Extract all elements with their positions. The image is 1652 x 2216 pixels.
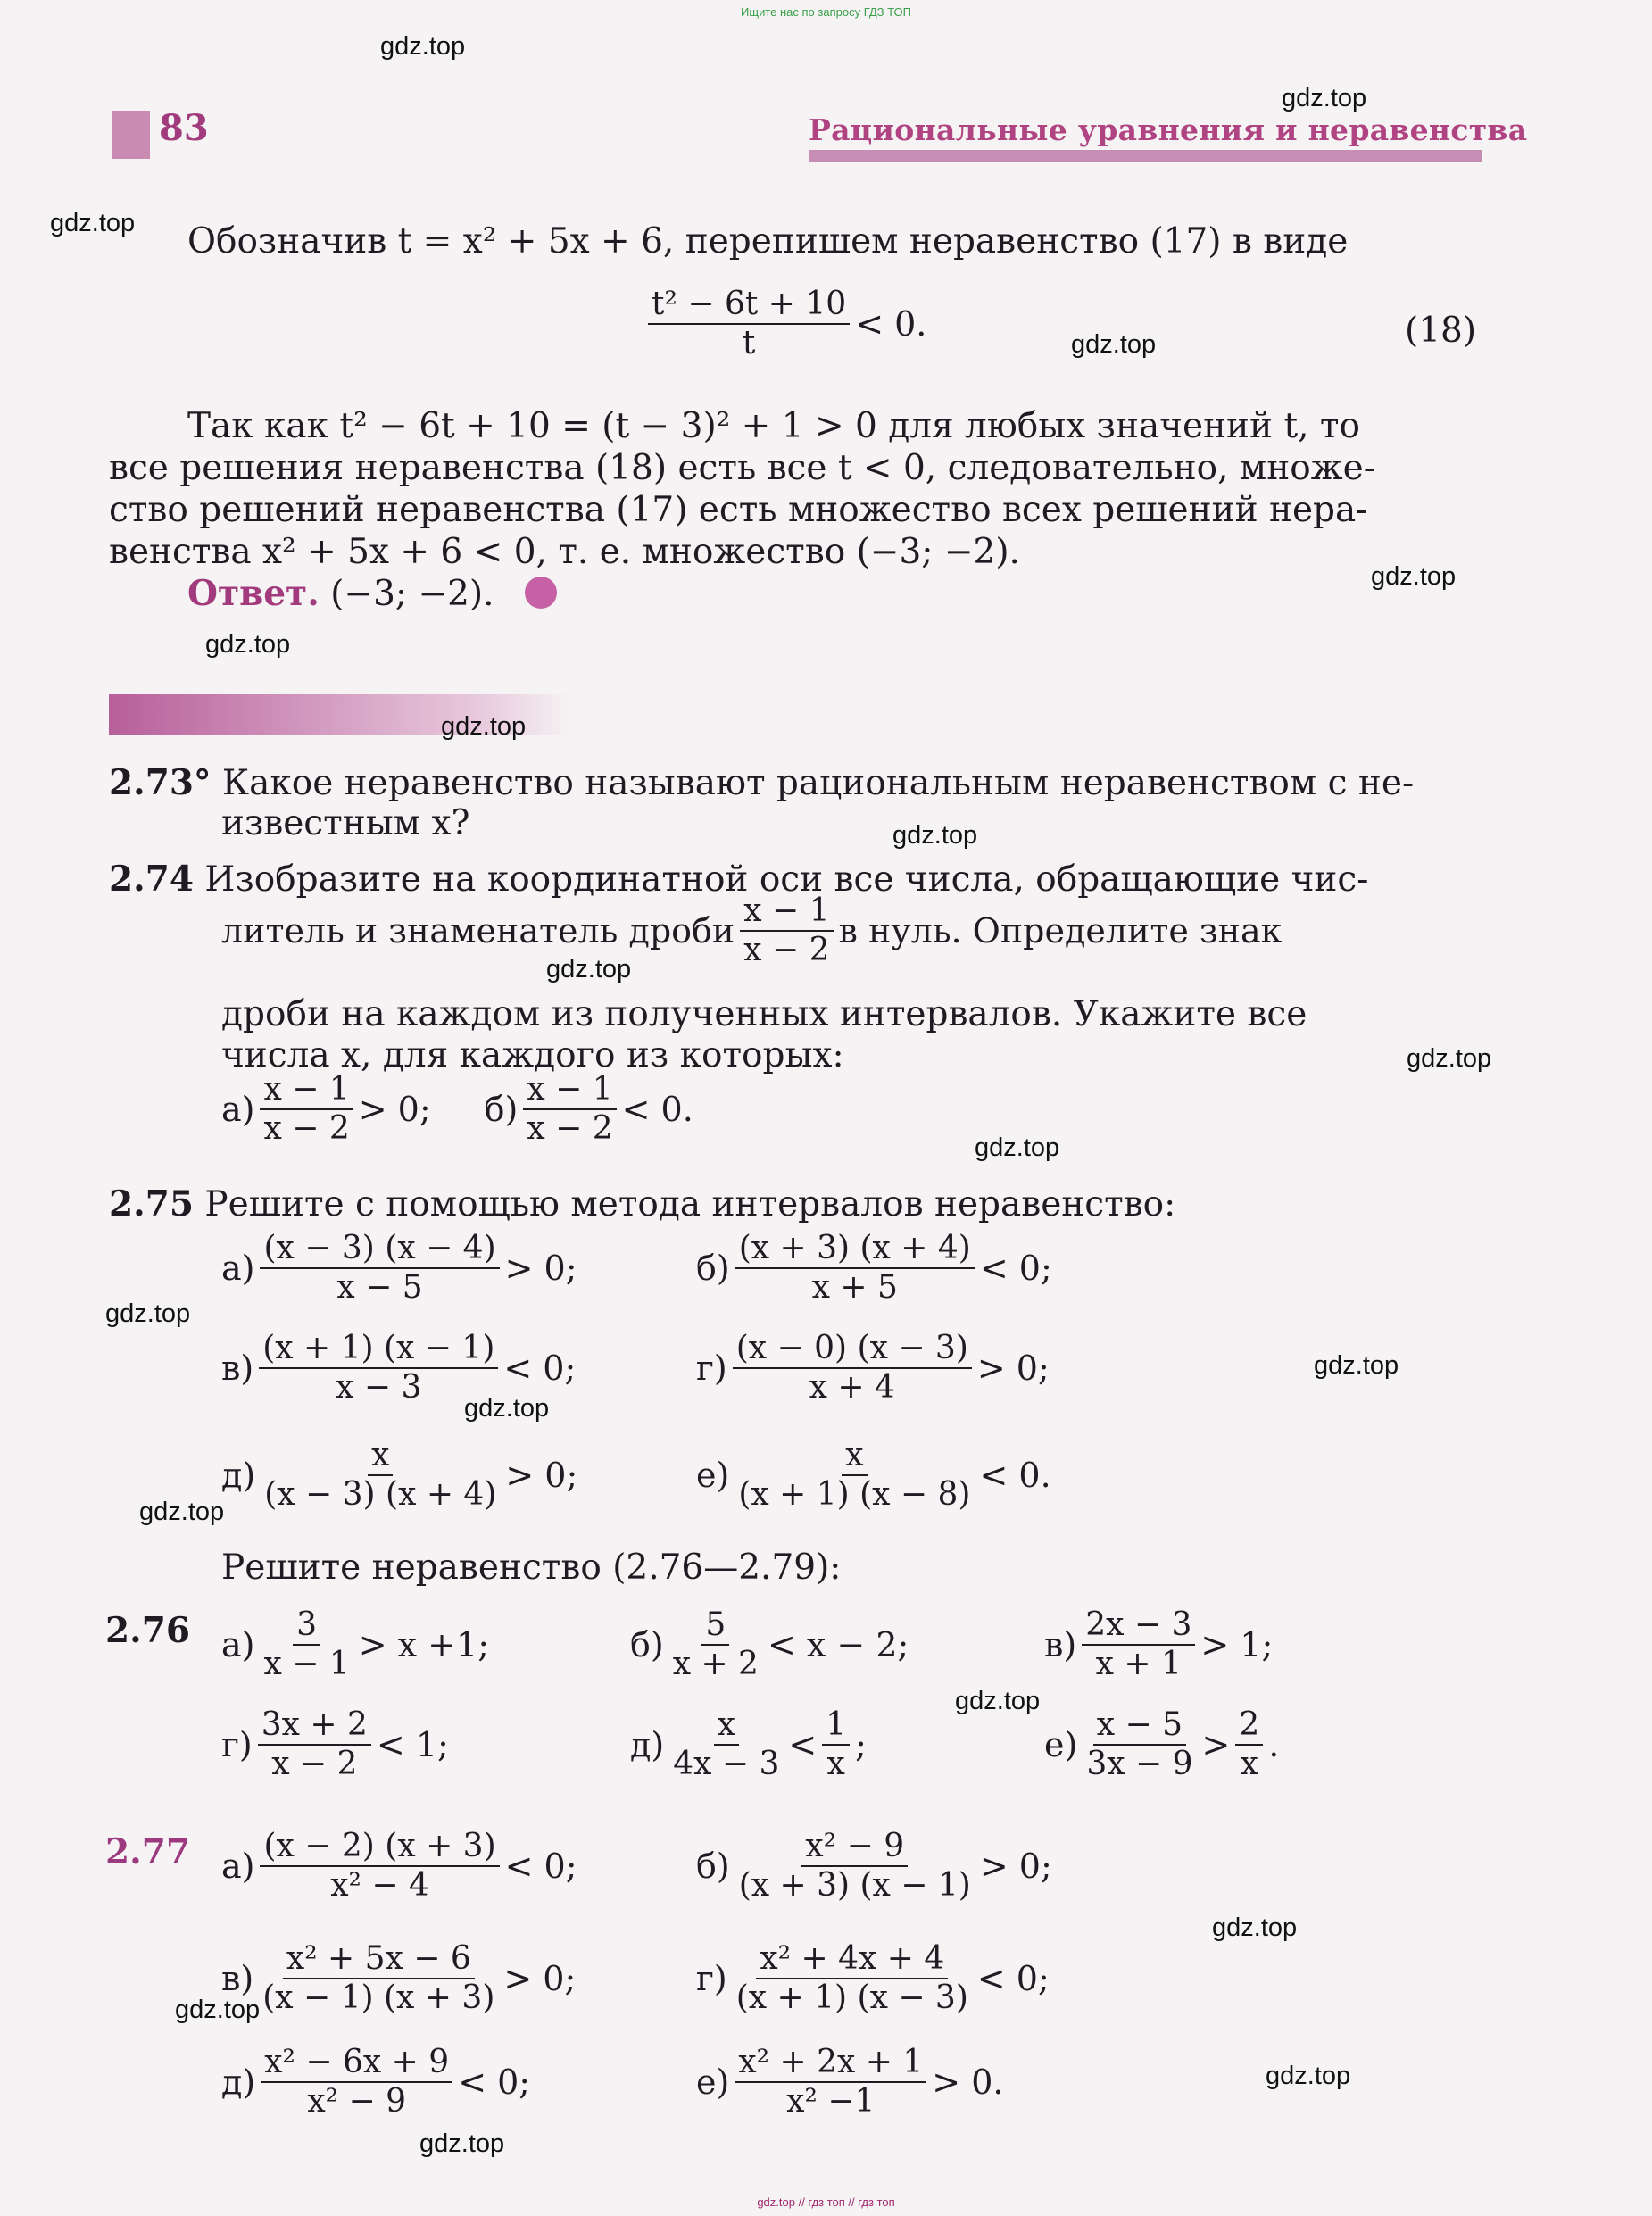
- numerator: 3: [293, 1606, 320, 1646]
- intro-p2-line2: все решения неравенства (18) есть все t < 0, следовательно, множе-: [109, 448, 1375, 488]
- denominator: 3x − 9: [1086, 1746, 1193, 1782]
- tail: < 0;: [979, 1249, 1052, 1288]
- header-square: [112, 111, 150, 159]
- frac18-numerator: t² − 6t + 10: [648, 286, 850, 325]
- denominator: (x − 3) (x + 4): [264, 1476, 497, 1513]
- answer-label: Ответ.: [187, 573, 320, 614]
- problem-2-74-line4: числа x, для каждого из которых:: [221, 1035, 844, 1075]
- tail: > 0;: [979, 1847, 1052, 1886]
- watermark: gdz.top: [1282, 84, 1367, 112]
- denominator: 4x − 3: [673, 1746, 780, 1782]
- bottom-note: gdz.top // гдз топ // гдз топ: [757, 2195, 895, 2209]
- denominator: x + 5: [811, 1269, 898, 1306]
- tail: < 1;: [376, 1725, 449, 1764]
- intro-p2-line1: Так как t² − 6t + 10 = (t − 3)² + 1 > 0 для любых значений t, то: [187, 406, 1360, 446]
- intro-p2-line4: венства x² + 5x + 6 < 0, т. е. множество (−3; −2).: [109, 532, 1020, 572]
- numerator: x − 5: [1093, 1706, 1186, 1746]
- label: д): [630, 1725, 665, 1764]
- denominator: (x + 1) (x − 3): [735, 1979, 968, 2016]
- item-2-76-a: [221, 1606, 489, 1683]
- intro-p2-line3: ство решений неравенства (17) есть множество всех решений нера-: [109, 490, 1368, 530]
- label: а): [221, 1847, 255, 1886]
- tail: < 0.: [621, 1090, 693, 1129]
- watermark: gdz.top: [1371, 562, 1457, 591]
- watermark: gdz.top: [955, 1687, 1041, 1715]
- watermark: gdz.top: [205, 630, 291, 659]
- numerator: (x + 3) (x + 4): [735, 1230, 975, 1269]
- watermark: gdz.top: [1407, 1044, 1492, 1073]
- problem-number: 2.75: [109, 1183, 194, 1224]
- denominator: x: [826, 1746, 845, 1782]
- denominator: x + 1: [1095, 1646, 1182, 1682]
- tail: < 0;: [458, 2062, 531, 2102]
- watermark: gdz.top: [1314, 1351, 1399, 1380]
- problem-text-line1: Какое неравенство называют рациональным неравенством с не-: [221, 763, 1415, 803]
- problem-2-74-subitems: [221, 1071, 693, 1148]
- numerator: x² − 6x + 9: [261, 2044, 452, 2083]
- problem-text-line1: Решите с помощью метода интервалов неравенство:: [204, 1184, 1176, 1224]
- numerator: 3x + 2: [258, 1706, 371, 1746]
- item-2-76-e: [1044, 1706, 1279, 1783]
- numerator: 5: [701, 1606, 729, 1646]
- numerator: x: [842, 1437, 867, 1476]
- problem-2-73: [109, 762, 1414, 804]
- watermark: gdz.top: [975, 1133, 1060, 1162]
- watermark: gdz.top: [464, 1394, 550, 1423]
- denominator: x − 5: [336, 1269, 423, 1306]
- numerator: x² + 5x − 6: [283, 1940, 475, 1979]
- tail: < 0;: [976, 1959, 1050, 1998]
- watermark: gdz.top: [105, 1299, 191, 1328]
- tail: > 0;: [504, 1249, 577, 1288]
- label: е): [1044, 1725, 1078, 1764]
- item-2-76-g: [221, 1706, 449, 1783]
- header-title: Рациональные уравнения и неравенства: [809, 112, 1528, 147]
- denominator: x: [1240, 1746, 1258, 1782]
- denominator: x + 2: [672, 1646, 759, 1682]
- numerator: x − 1: [523, 1071, 616, 1110]
- denominator: x − 2: [743, 932, 830, 968]
- denominator: x² −1: [786, 2083, 876, 2120]
- denominator: x + 4: [809, 1369, 895, 1406]
- watermark: gdz.top: [175, 1996, 261, 2024]
- tail: > 0;: [505, 1456, 578, 1495]
- label: б): [696, 1249, 730, 1288]
- end-of-solution-marker: [525, 577, 557, 609]
- numerator: (x − 0) (x − 3): [733, 1330, 972, 1369]
- denominator: x − 2: [271, 1746, 358, 1782]
- tail: < 0;: [503, 1349, 577, 1388]
- label: е): [696, 1456, 730, 1495]
- denominator: x − 2: [263, 1110, 350, 1147]
- item-2-77-a: [221, 1828, 577, 1905]
- watermark: gdz.top: [546, 955, 632, 984]
- numerator: 2: [1235, 1706, 1263, 1746]
- problem-2-74-line2: [221, 892, 1282, 969]
- item-2-77-g: [696, 1940, 1050, 2017]
- intro-line1: Обозначив t = x² + 5x + 6, перепишем неравенство (17) в виде: [187, 221, 1349, 261]
- item-2-75-g: [696, 1330, 1050, 1407]
- tail: < x − 2;: [767, 1625, 909, 1664]
- item-2-75-e: [696, 1437, 1051, 1514]
- denominator: (x + 1) (x − 8): [738, 1476, 971, 1513]
- problem-2-73-line2: известным x?: [221, 803, 470, 843]
- numerator: 2x − 3: [1082, 1606, 1195, 1646]
- denominator: x − 2: [527, 1110, 613, 1147]
- numerator: x² + 4x + 4: [756, 1940, 948, 1979]
- item-2-75-d: [221, 1437, 577, 1514]
- label: а): [221, 1249, 255, 1288]
- numerator: x − 1: [740, 892, 833, 932]
- tail: > 0;: [976, 1349, 1050, 1388]
- numerator: 1: [822, 1706, 850, 1746]
- watermark: gdz.top: [1212, 1913, 1298, 1942]
- watermark: gdz.top: [50, 209, 136, 237]
- label: б): [630, 1625, 664, 1664]
- answer-value: (−3; −2).: [330, 574, 494, 614]
- item-2-77-d: [221, 2044, 530, 2121]
- tail: > 0;: [358, 1090, 431, 1129]
- watermark: gdz.top: [1266, 2062, 1351, 2090]
- watermark: gdz.top: [1071, 330, 1157, 359]
- tail: < 0;: [504, 1847, 577, 1886]
- problem-number-2-77: 2.77: [105, 1831, 190, 1872]
- formula-18: [643, 286, 926, 362]
- item-2-75-b: [696, 1230, 1052, 1307]
- problem-2-74-line3: дроби на каждом из полученных интервалов. Укажите все: [221, 994, 1307, 1034]
- numerator: x: [368, 1437, 393, 1476]
- label: в): [221, 1349, 254, 1388]
- label: а): [221, 1090, 255, 1129]
- denominator: x − 1: [263, 1646, 350, 1682]
- item-2-76-b: [630, 1606, 909, 1683]
- numerator: (x − 3) (x − 4): [260, 1230, 499, 1269]
- numerator: x − 1: [260, 1071, 353, 1110]
- item-2-77-v: [221, 1940, 576, 2017]
- denominator: x² − 9: [307, 2083, 407, 2120]
- page-number: 83: [159, 107, 209, 149]
- tail: > 1;: [1200, 1625, 1274, 1664]
- label: в): [1044, 1625, 1077, 1664]
- denominator: (x − 1) (x + 3): [262, 1979, 495, 2016]
- frac18-denominator: t: [742, 325, 756, 361]
- problem-number: 2.73°: [109, 762, 212, 803]
- numerator: (x + 1) (x − 1): [259, 1330, 498, 1369]
- item-2-77-e: [696, 2044, 1003, 2121]
- label: д): [221, 2062, 256, 2102]
- watermark: gdz.top: [380, 32, 466, 61]
- problem-number: 2.74: [109, 859, 194, 900]
- top-note: Ищите нас по запросу ГДЗ ТОП: [741, 5, 911, 19]
- header-bar: [809, 150, 1482, 162]
- label: д): [221, 1456, 256, 1495]
- problem-2-75: [109, 1183, 1175, 1225]
- label: б): [484, 1090, 519, 1129]
- tail: > 0.: [932, 2062, 1004, 2102]
- item-2-77-b: [696, 1828, 1052, 1905]
- numerator: x: [714, 1706, 739, 1746]
- tail: >: [1201, 1725, 1231, 1764]
- item-2-76-v: [1044, 1606, 1273, 1683]
- equation-number-18: (18): [1405, 311, 1477, 351]
- label: а): [221, 1625, 255, 1664]
- text: в нуль. Определите знак: [838, 911, 1283, 950]
- solve-header: Решите неравенство (2.76—2.79):: [221, 1548, 842, 1588]
- label: в): [221, 1959, 254, 1998]
- answer-line: [187, 573, 494, 615]
- label: г): [696, 1349, 727, 1388]
- tail: < 0.: [979, 1456, 1051, 1495]
- problem-text-line1: Изобразите на координатной оси все числа, обращающие чис-: [204, 859, 1369, 900]
- denominator: x − 3: [336, 1369, 422, 1406]
- problem-number-2-76: 2.76: [105, 1610, 190, 1651]
- numerator: x² + 2x + 1: [735, 2044, 926, 2083]
- tail: <: [788, 1725, 818, 1764]
- numerator: x² − 9: [801, 1828, 908, 1867]
- watermark: gdz.top: [139, 1498, 225, 1526]
- watermark: gdz.top: [441, 712, 527, 741]
- frac18-tail: < 0.: [855, 304, 927, 344]
- numerator: (x − 2) (x + 3): [260, 1828, 499, 1867]
- label: г): [221, 1725, 253, 1764]
- item-2-76-d: [630, 1706, 867, 1783]
- tail: ;: [855, 1725, 867, 1764]
- label: е): [696, 2062, 730, 2102]
- item-2-75-a: [221, 1230, 577, 1307]
- tail: > x +1;: [358, 1625, 489, 1664]
- label: г): [696, 1959, 727, 1998]
- denominator: x² − 4: [330, 1867, 429, 1904]
- text: литель и знаменатель дроби: [221, 911, 735, 950]
- tail: > 0;: [503, 1959, 577, 1998]
- tail: .: [1268, 1725, 1280, 1764]
- watermark: gdz.top: [892, 821, 978, 850]
- label: б): [696, 1847, 730, 1886]
- denominator: (x + 3) (x − 1): [738, 1867, 971, 1904]
- watermark: gdz.top: [419, 2129, 505, 2158]
